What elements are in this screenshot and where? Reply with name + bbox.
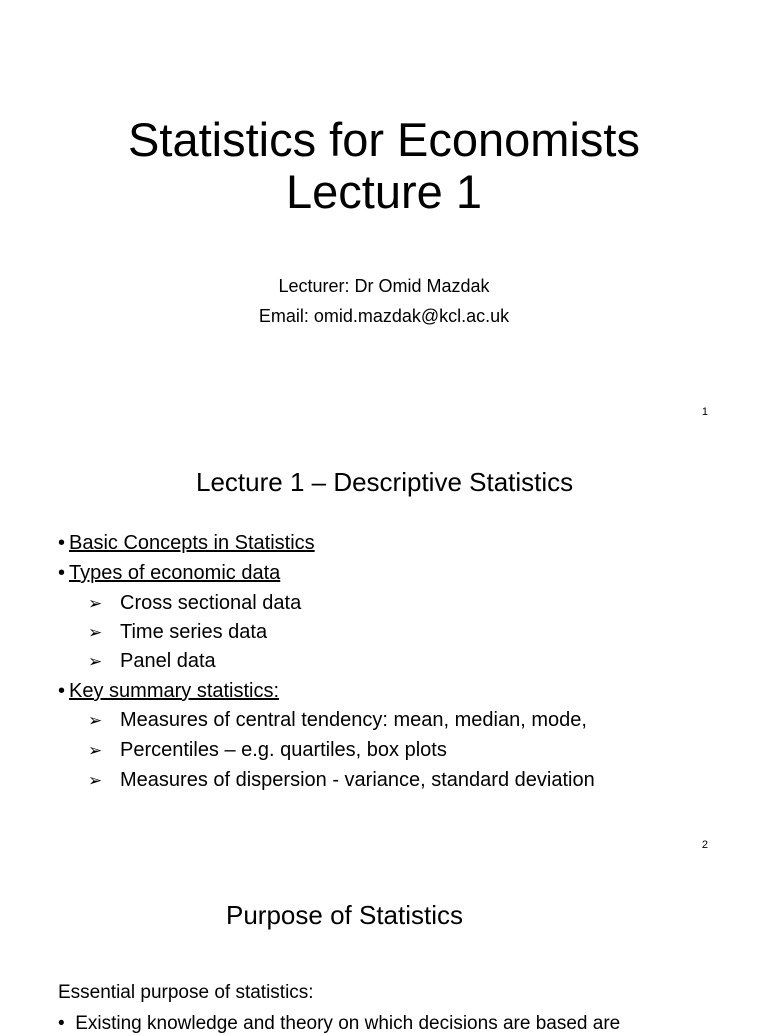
bullet-text: Types of economic data [69, 562, 281, 584]
lecturer-name: Lecturer: Dr Omid Mazdak [278, 276, 490, 296]
slide2-heading: Lecture 1 – Descriptive Statistics [196, 467, 574, 497]
slide3-intro: Essential purpose of statistics: [58, 982, 314, 1003]
slide1-title-line1: Statistics for Economists [128, 113, 640, 166]
bullet-marker: • [58, 1013, 65, 1034]
arrow-bullet-icon: ➢ [88, 594, 103, 614]
bullet-economic-data [58, 561, 280, 585]
page-number-2: 2 [701, 839, 708, 851]
slide3-heading: Purpose of Statistics [226, 900, 463, 930]
sub-bullet-panel [88, 649, 216, 674]
sub-bullet-percentiles [88, 738, 447, 763]
arrow-bullet-icon: ➢ [88, 711, 103, 731]
arrow-bullet-icon: ➢ [88, 741, 103, 761]
arrow-bullet-icon: ➢ [88, 623, 103, 643]
arrow-bullet-icon: ➢ [88, 652, 103, 672]
bullet-text: Existing knowledge and theory on which decisions are based are [75, 1013, 621, 1034]
page-number-1: 1 [701, 406, 708, 418]
lecturer-email: Email: omid.mazdak@kcl.ac.uk [258, 306, 510, 326]
bullet-marker: • [58, 680, 66, 702]
sub-bullet-time-series [88, 620, 267, 645]
sub-bullet-cross-sectional [88, 591, 301, 616]
sub-bullet-text: Time series data [120, 621, 268, 643]
sub-bullet-text: Percentiles – e.g. quartiles, box plots [120, 739, 447, 761]
sub-bullet-text: Panel data [120, 650, 216, 672]
bullet-marker: • [58, 562, 66, 584]
sub-bullet-dispersion [88, 768, 595, 793]
sub-bullet-text: Measures of central tendency: mean, median, mode, [120, 709, 587, 731]
sub-bullet-text: Measures of dispersion - variance, standard deviation [120, 769, 595, 791]
slide3-first-bullet [58, 1012, 620, 1036]
slide1-title-line2: Lecture 1 [286, 165, 482, 218]
bullet-text: Key summary statistics: [69, 680, 280, 702]
arrow-bullet-icon: ➢ [88, 771, 103, 791]
bullet-marker: • [58, 532, 66, 554]
bullet-text: Basic Concepts in Statistics [69, 532, 315, 554]
bullet-basic-concepts [58, 531, 315, 555]
sub-bullet-central-tendency [88, 708, 587, 733]
sub-bullet-text: Cross sectional data [120, 592, 302, 614]
bullet-key-summary [58, 679, 279, 703]
